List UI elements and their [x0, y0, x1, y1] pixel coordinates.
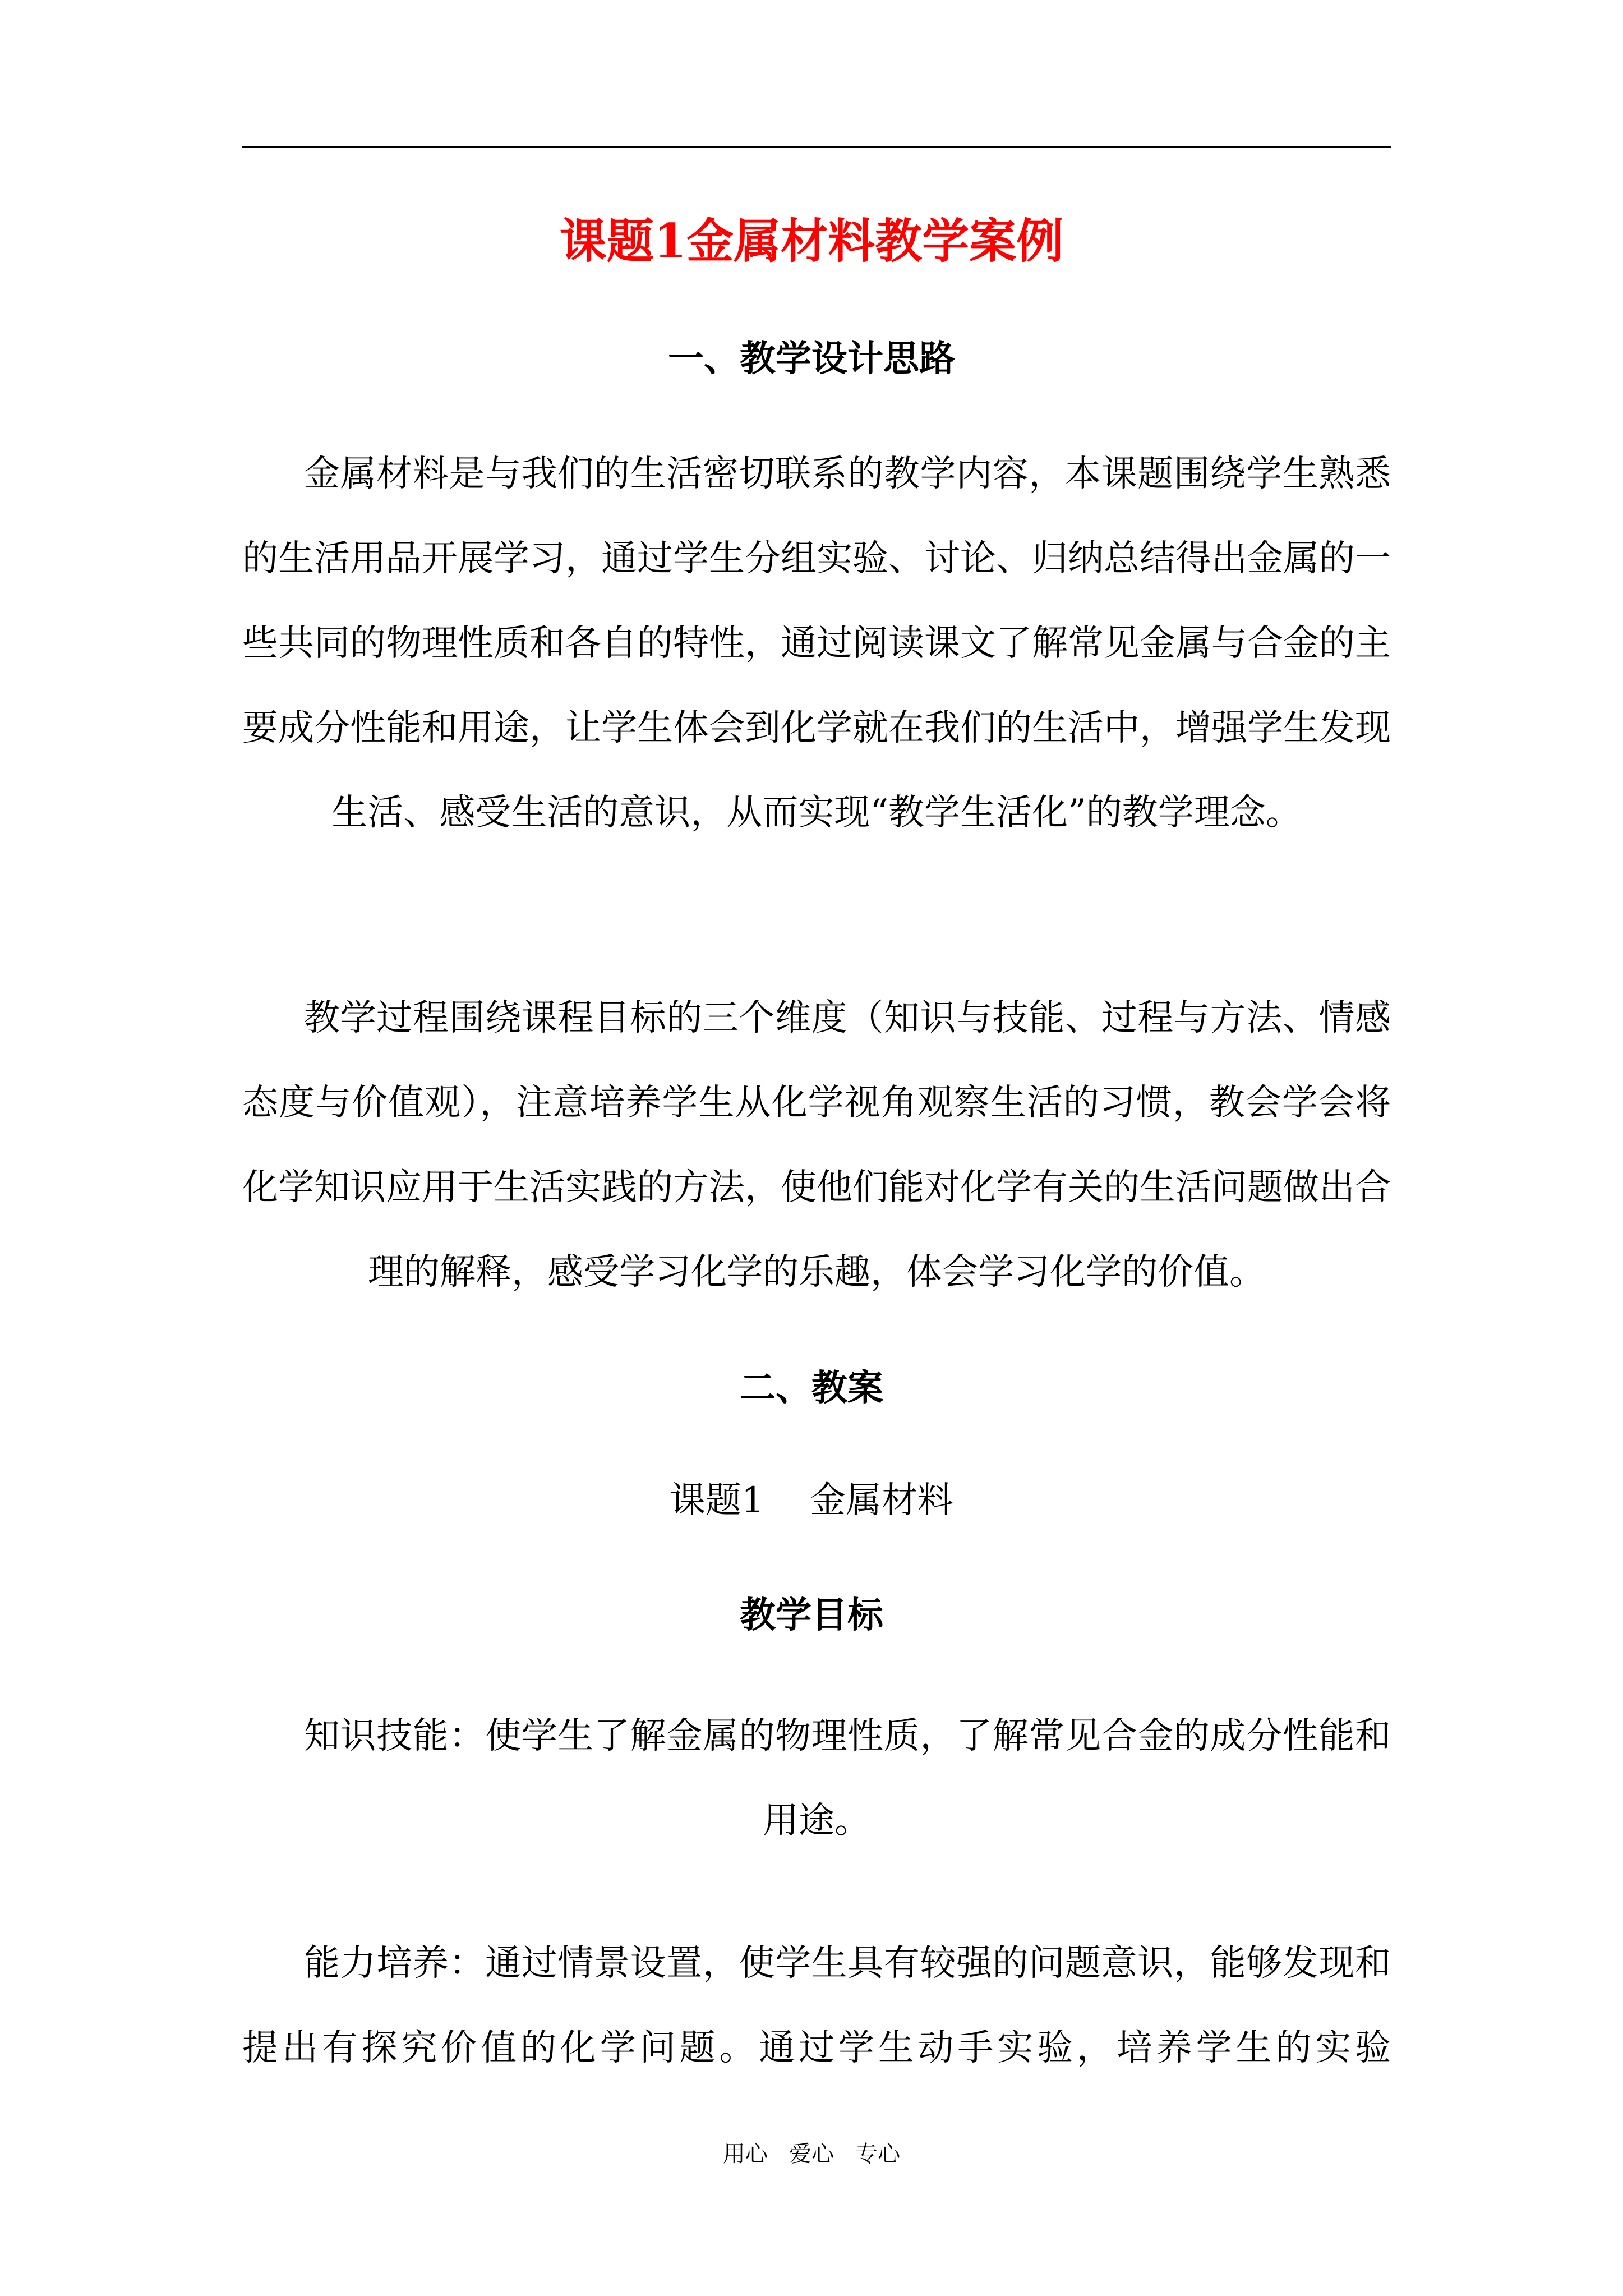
- section1-paragraph1: 金属材料是与我们的生活密切联系的教学内容，本课题围绕学生熟悉的生活用品开展学习，通过学生分组实验、讨论、归纳总结得出金属的一些共同的物理性质和各自的特性，通过阅读课文了解常见金属与合金的主要成分性能和用途，让学生体会到化学就在我们的生活中，增强学生发现生活、感受生活的意识，从而实现“教学生活化”的教学理念。: [242, 453, 1391, 834]
- document-title: 课题1金属材料教学案例: [559, 213, 1064, 269]
- section2-heading: 二、教案: [740, 1367, 883, 1409]
- objectives-heading: 教学目标: [740, 1594, 883, 1636]
- objective-ability: 能力培养：通过情景设置，使学生具有较强的问题意识，能够发现和提出有探究价值的化学问题。通过学生动手实验，培养学生的实验: [242, 1943, 1391, 2069]
- section1-paragraph2: 教学过程围绕课程目标的三个维度（知识与技能、过程与方法、情感态度与价值观），注意培养学生从化学视角观察生活的习惯，教会学会将化学知识应用于生活实践的方法，使他们能对化学有关的生活问题做出合理的解释，感受学习化学的乐趣，体会学习化学的价值。: [242, 997, 1391, 1293]
- objective-knowledge: 知识技能：使学生了解金属的物理性质，了解常见合金的成分性能和用途。: [304, 1715, 1391, 1842]
- page-footer: 用心 爱心 专心: [722, 2141, 901, 2167]
- lesson-title: 课题1 金属材料: [669, 1480, 954, 1521]
- section1-heading: 一、教学设计思路: [668, 338, 955, 380]
- header-rule: [242, 146, 1391, 148]
